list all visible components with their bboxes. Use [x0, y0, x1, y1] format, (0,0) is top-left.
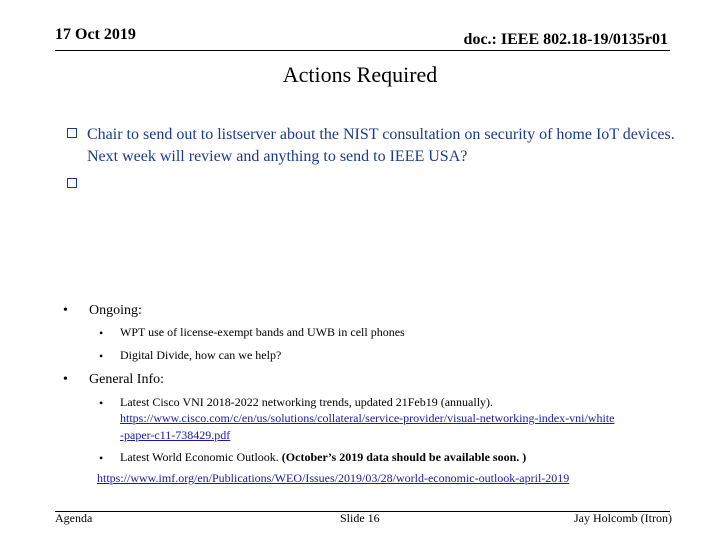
bullet-icon: •	[63, 303, 68, 318]
header-divider	[55, 50, 670, 51]
weo-note: (October’s 2019 data should be available soon. )	[281, 450, 527, 464]
footer-left: Agenda	[55, 511, 93, 525]
checkbox-bullet-icon	[67, 128, 77, 138]
header-date: 17 Oct 2019	[55, 26, 136, 43]
bullet-icon: •	[99, 326, 104, 340]
ongoing-item: Digital Divide, how can we help?	[120, 348, 282, 362]
bullet-icon: •	[99, 451, 104, 465]
ongoing-item: WPT use of license-exempt bands and UWB in cell phones	[120, 325, 405, 339]
action-item-1: Chair to send out to listserver about the NIST consultation on security of home IoT devices. Next week will review and anything to send to IEEE USA?	[87, 126, 675, 165]
imf-weo-link[interactable]: https://www.imf.org/en/Publications/WEO/Issues/2019/03/28/world-economic-outlook-april-2019	[97, 471, 570, 485]
cisco-vni-link-continued[interactable]: -paper-c11-738429.pdf	[120, 428, 231, 442]
bullet-icon: •	[99, 349, 104, 363]
general-info-item-text: Latest Cisco VNI 2018-2022 networking trends, updated 21Feb19 (annually).	[120, 395, 494, 409]
header-doc-id: doc.: IEEE 802.18-19/0135r01	[463, 31, 668, 48]
slide-title: Actions Required	[282, 62, 438, 87]
general-info-label: General Info:	[89, 372, 165, 387]
footer-slide-number: Slide 16	[340, 511, 380, 525]
bullet-icon: •	[63, 372, 68, 387]
cisco-vni-link[interactable]: https://www.cisco.com/c/en/us/solutions/collateral/service-provider/visual-networking-index-vni/white	[120, 411, 615, 425]
checkbox-bullet-icon	[67, 178, 77, 188]
general-info-item-text	[120, 450, 526, 465]
ongoing-label: Ongoing:	[89, 303, 142, 318]
bullet-icon: •	[99, 396, 104, 410]
footer-author: Jay Holcomb (Itron)	[574, 511, 672, 525]
weo-text: Latest World Economic Outlook.	[120, 450, 279, 464]
